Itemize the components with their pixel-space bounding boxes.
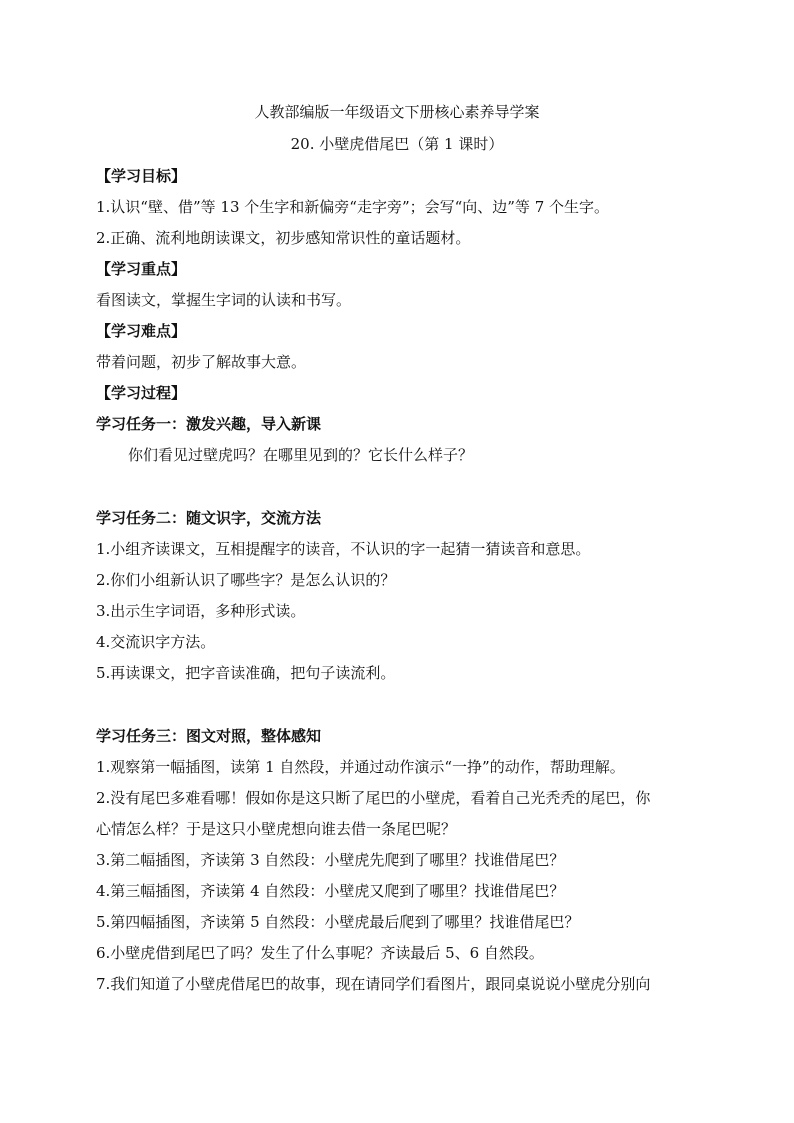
document-title: 人教部编版一年级语文下册核心素养导学案	[254, 103, 540, 121]
task3-item: 3.第二幅插图，齐读第 3 自然段：小壁虎先爬到了哪里？找谁借尾巴？	[96, 851, 565, 869]
task2-item: 5.再读课文，把字音读准确，把句子读流利。	[96, 664, 396, 682]
task2-item: 3.出示生字词语，多种形式读。	[96, 602, 306, 620]
difficulties-heading: 【学习难点】	[96, 322, 187, 340]
lesson-title: 20. 小壁虎借尾巴（第 1 课时）	[290, 135, 504, 153]
task3-item: 5.第四幅插图，齐读第 5 自然段：小壁虎最后爬到了哪里？找谁借尾巴？	[96, 913, 580, 931]
task3-item: 1.观察第一幅插图，读第 1 自然段，并通过动作演示“一挣”的动作，帮助理解。	[96, 758, 625, 776]
key-points-text: 看图读文，掌握生字词的认读和书写。	[96, 291, 352, 309]
task1-title: 学习任务一：激发兴趣，导入新课	[96, 415, 322, 433]
task3-item: 4.第三幅插图，齐读第 4 自然段：小壁虎又爬到了哪里？找谁借尾巴？	[96, 882, 565, 900]
task3-item: 6.小壁虎借到尾巴了吗？发生了什么事呢？齐读最后 5、6 自然段。	[96, 944, 544, 962]
task2-item: 2.你们小组新认识了哪些字？是怎么认识的？	[96, 571, 396, 589]
task3-title: 学习任务三：图文对照，整体感知	[96, 727, 322, 745]
process-heading: 【学习过程】	[96, 384, 187, 402]
objective-item: 2.正确、流利地朗读课文，初步感知常识性的童话题材。	[96, 229, 471, 247]
difficulties-text: 带着问题，初步了解故事大意。	[96, 353, 307, 371]
task2-item: 4.交流识字方法。	[96, 633, 216, 651]
task3-item-continued: 心情怎么样？于是这只小壁虎想向谁去借一条尾巴呢？	[96, 820, 457, 838]
objective-item: 1.认识“壁、借”等 13 个生字和新偏旁“走字旁”；会写“向、边”等 7 个生字。	[96, 198, 610, 216]
task3-item: 2.没有尾巴多难看哪！假如你是这只断了尾巴的小壁虎，看着自己光秃秃的尾巴，你	[96, 789, 651, 807]
key-points-heading: 【学习重点】	[96, 260, 187, 278]
task2-item: 1.小组齐读课文，互相提醒字的读音，不认识的字一起猜一猜读音和意思。	[96, 540, 591, 558]
task1-text: 你们看见过壁虎吗？在哪里见到的？它长什么样子？	[128, 446, 474, 464]
objectives-heading: 【学习目标】	[96, 167, 187, 185]
task2-title: 学习任务二：随文识字，交流方法	[96, 509, 322, 527]
task3-item: 7.我们知道了小壁虎借尾巴的故事，现在请同学们看图片，跟同桌说说小壁虎分别向	[96, 975, 651, 993]
